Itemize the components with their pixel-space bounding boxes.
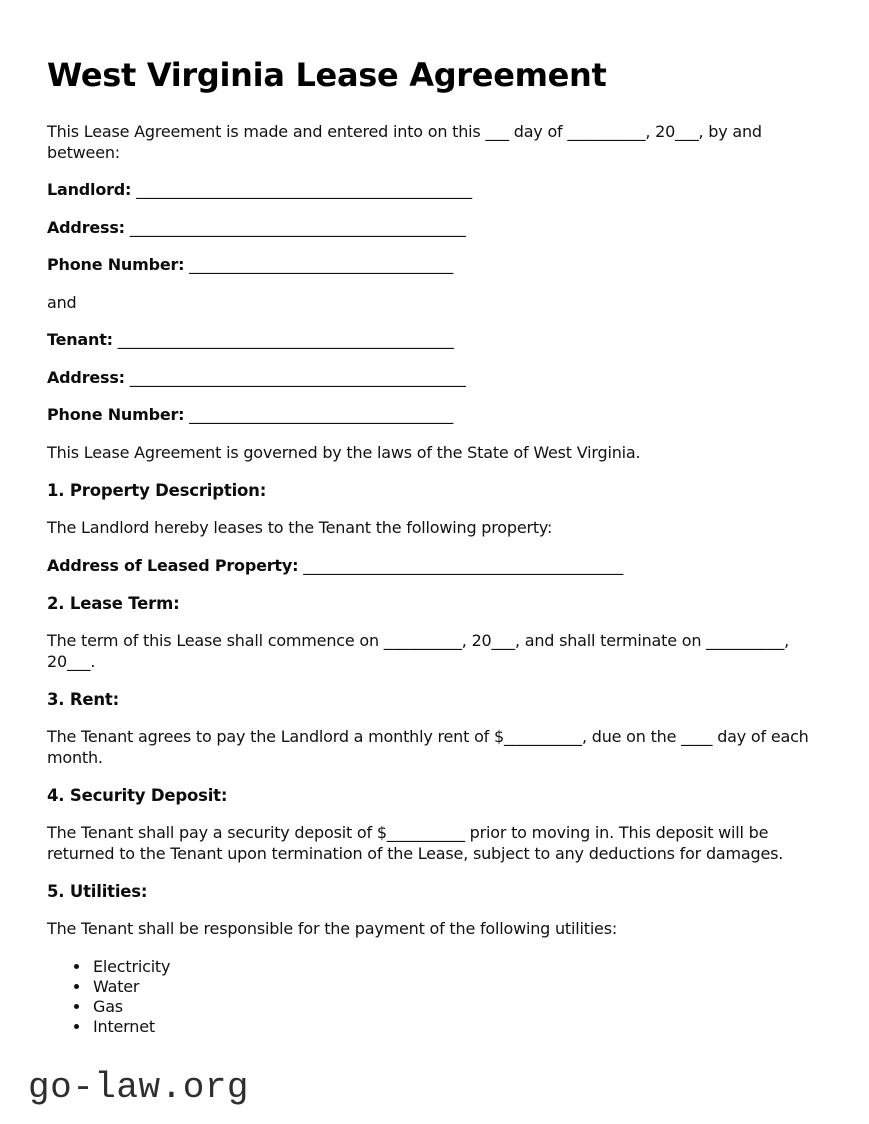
tenant-name-label: Tenant: (47, 330, 113, 349)
leased-property-blank: ________________________________________ (303, 555, 624, 575)
section-security-deposit-body: The Tenant shall pay a security deposit of $__________ prior to moving in. This deposit will be returned to the Tenant upon termination of the Lease, subject to any deductions for damages. (47, 823, 784, 863)
landlord-phone-blank: _________________________________ (189, 255, 454, 274)
landlord-address-line (47, 218, 822, 239)
utility-item-gas: • Gas (91, 997, 822, 1017)
section-utilities-heading: 5. Utilities: (47, 882, 148, 901)
leased-property-line (47, 556, 822, 577)
document-title: West Virginia Lease Agreement (47, 56, 607, 94)
landlord-name-line (47, 180, 822, 201)
landlord-name-label: Landlord: (47, 180, 132, 199)
section-lease-term-heading: 2. Lease Term: (47, 594, 180, 613)
landlord-name-blank: __________________________________________ (136, 180, 473, 199)
footer-brand: go-law.org (28, 1067, 250, 1108)
section-property-heading: 1. Property Description: (47, 481, 267, 500)
section-security-deposit-heading: 4. Security Deposit: (47, 786, 228, 805)
section-property-body: The Landlord hereby leases to the Tenant the following property: (47, 518, 553, 537)
utility-item-electricity: • Electricity (91, 957, 822, 977)
connector-text: and (47, 292, 77, 312)
section-rent-body: The Tenant agrees to pay the Landlord a monthly rent of $__________, due on the ____ day of each month. (47, 727, 809, 767)
tenant-phone-line (47, 405, 822, 426)
governing-law-paragraph: This Lease Agreement is governed by the laws of the State of West Virginia. (47, 442, 641, 462)
leased-property-label: Address of Leased Property: (47, 555, 299, 575)
intro-paragraph: This Lease Agreement is made and entered into on this ___ day of __________, 20___, by and between: (47, 122, 762, 162)
landlord-address-label: Address: (47, 217, 125, 237)
tenant-address-label: Address: (47, 367, 125, 387)
tenant-name-blank: __________________________________________ (117, 330, 454, 349)
utility-list (47, 957, 822, 1037)
tenant-address-line (47, 368, 822, 389)
landlord-phone-line (47, 255, 822, 276)
section-rent-heading: 3. Rent: (47, 690, 120, 709)
tenant-name-line (47, 330, 822, 351)
utility-item-internet: • Internet (91, 1017, 822, 1037)
tenant-address-blank: __________________________________________ (129, 367, 466, 387)
section-lease-term-body: The term of this Lease shall commence on __________, 20___, and shall terminate on __________, 20___. (47, 631, 790, 671)
landlord-phone-label: Phone Number: (47, 255, 185, 274)
tenant-phone-label: Phone Number: (47, 405, 185, 424)
tenant-phone-blank: _________________________________ (189, 405, 454, 424)
utility-item-water: • Water (91, 977, 822, 997)
landlord-address-blank: __________________________________________ (129, 217, 466, 237)
section-utilities-body: The Tenant shall be responsible for the payment of the following utilities: (47, 919, 618, 938)
